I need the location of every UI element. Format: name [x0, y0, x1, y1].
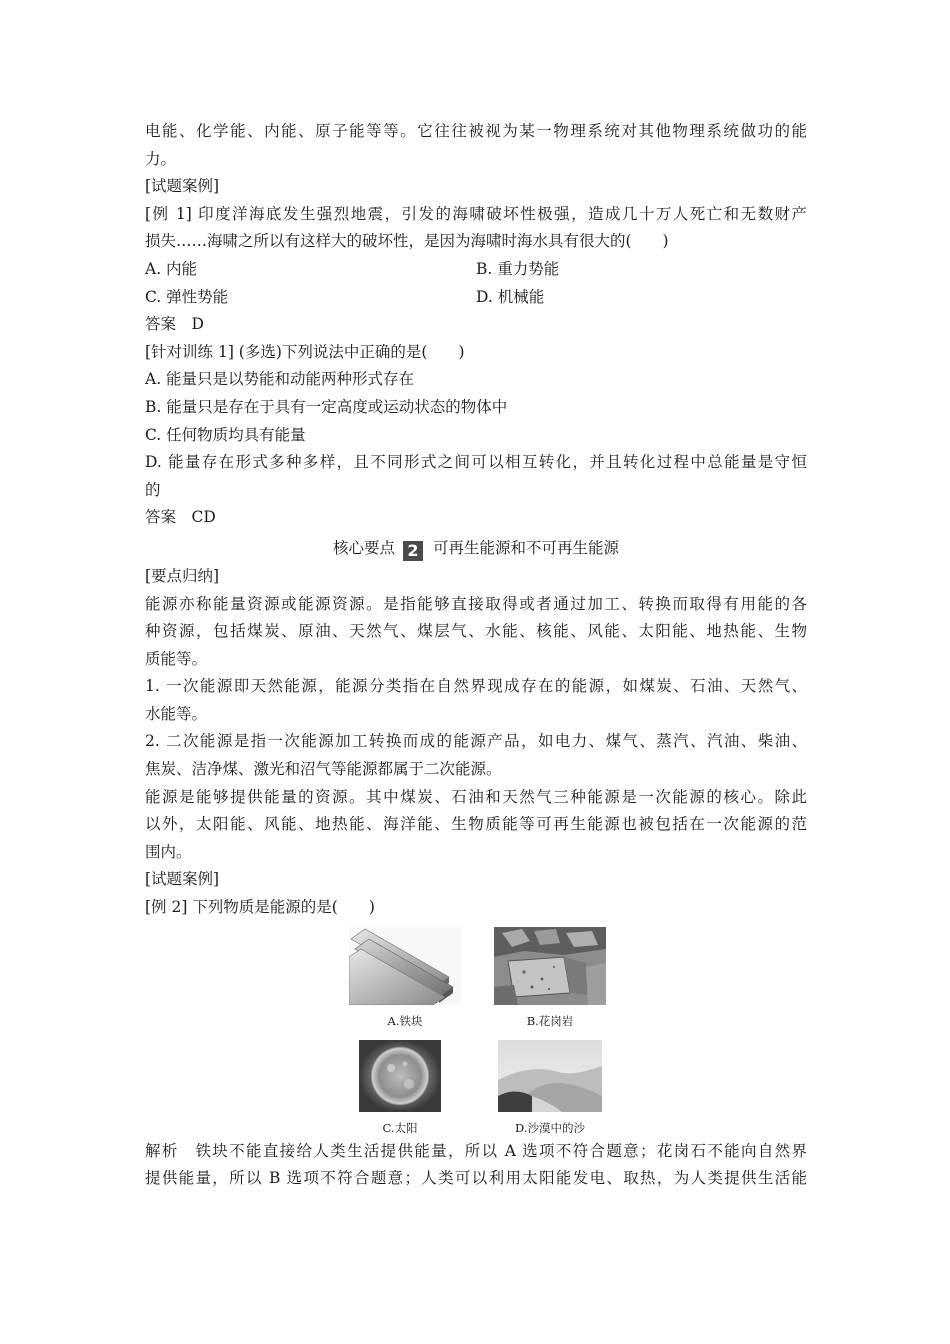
training-option-a: A. 能量只是以势能和动能两种形式存在: [145, 370, 415, 389]
figure-caption-d: D.沙漠中的沙: [515, 1120, 585, 1135]
iron-block-image: [349, 927, 461, 1005]
text-line: 1. 一次能源即天然能源，能源分类指在自然界现成存在的能源，如煤炭、石油、天然气、: [145, 677, 807, 696]
text-line: 能源是能够提供能量的资源。其中煤炭、石油和天然气三种能源是一次能源的核心。除此: [145, 787, 807, 806]
figure-item-b: [494, 927, 606, 1028]
training-option-b: B. 能量只是存在于具有一定高度或运动状态的物体中: [145, 397, 508, 416]
text-line: 围内。: [145, 842, 192, 861]
figure-item-a: [349, 927, 461, 1028]
training-option-c: C. 任何物质均具有能量: [145, 425, 306, 444]
heading-prefix: 核心要点: [332, 538, 395, 557]
text-line: 力。: [145, 149, 177, 168]
text-line: 质能等。: [145, 649, 208, 668]
section-label: [试题案例]: [145, 177, 220, 196]
analysis-line: 解析 铁块不能直接给人类生活提供能量，所以 A 选项不符合题意；花岗石不能向自然界: [145, 1141, 807, 1160]
section-heading: [145, 533, 807, 563]
section-label: [要点归纳]: [145, 566, 220, 585]
example-2-question: [例 2] 下列物质是能源的是( ): [145, 898, 375, 917]
text-line: 焦炭、洁净煤、激光和沼气等能源都属于二次能源。: [145, 760, 502, 779]
option-a: A. 内能: [145, 259, 198, 278]
option-d: D. 机械能: [476, 287, 545, 306]
example-1-question-cont: 损失……海啸之所以有这样大的破坏性，是因为海啸时海水具有很大的( ): [145, 232, 669, 251]
text-line: 能源亦称能量资源或能源资源。是指能够直接取得或者通过加工、转换而取得有用能的各: [145, 594, 807, 613]
heading-title: 可再生能源和不可再生能源: [433, 538, 620, 557]
desert-sand-image: [498, 1040, 602, 1112]
figure-item-d: [498, 1040, 602, 1135]
document-body: [145, 118, 807, 1193]
analysis-line: 提供能量，所以 B 选项不符合题意；人类可以利用太阳能发电、取热，为人类提供生活能: [145, 1169, 807, 1188]
example-1-options-row-1: [145, 256, 807, 284]
text-line: 种资源，包括煤炭、原油、天然气、煤层气、水能、核能、风能、太阳能、地热能、生物: [145, 622, 807, 641]
figure-caption-a: A.铁块: [387, 1013, 423, 1028]
figure-caption-b: B.花岗岩: [526, 1013, 574, 1028]
training-1-question: [针对训练 1] (多选)下列说法中正确的是( ): [145, 342, 465, 361]
answer-1: 答案 D: [145, 315, 204, 334]
training-option-d: D. 能量存在形式多种多样，且不同形式之间可以相互转化，并且转化过程中总能量是守恒: [145, 453, 807, 472]
sun-image: [359, 1040, 441, 1112]
example-1-options-row-2: [145, 284, 807, 312]
text-line: 水能等。: [145, 704, 208, 723]
example-1-question: [例 1] 印度洋海底发生强烈地震，引发的海啸破坏性极强，造成几十万人死亡和无数财产: [145, 204, 807, 223]
figure-caption-c: C.太阳: [382, 1120, 418, 1135]
training-option-d-cont: 的: [145, 480, 161, 499]
heading-number-badge: 2: [403, 541, 423, 561]
text-line: 以外，太阳能、风能、地热能、海洋能、生物质能等可再生能源也被包括在一次能源的范: [145, 815, 807, 834]
granite-image: [494, 927, 606, 1005]
text-line: 电能、化学能、内能、原子能等等。它往往被视为某一物理系统对其他物理系统做功的能: [145, 122, 807, 140]
option-b: B. 重力势能: [476, 259, 560, 278]
answer-2: 答案 CD: [145, 508, 216, 527]
example-2-figure: [145, 924, 807, 1138]
text-line: 2. 二次能源是指一次能源加工转换而成的能源产品，如电力、煤气、蒸汽、汽油、柴油、: [145, 732, 807, 751]
figure-item-c: [359, 1040, 441, 1135]
section-label: [试题案例]: [145, 870, 220, 889]
option-c: C. 弹性势能: [145, 287, 229, 306]
